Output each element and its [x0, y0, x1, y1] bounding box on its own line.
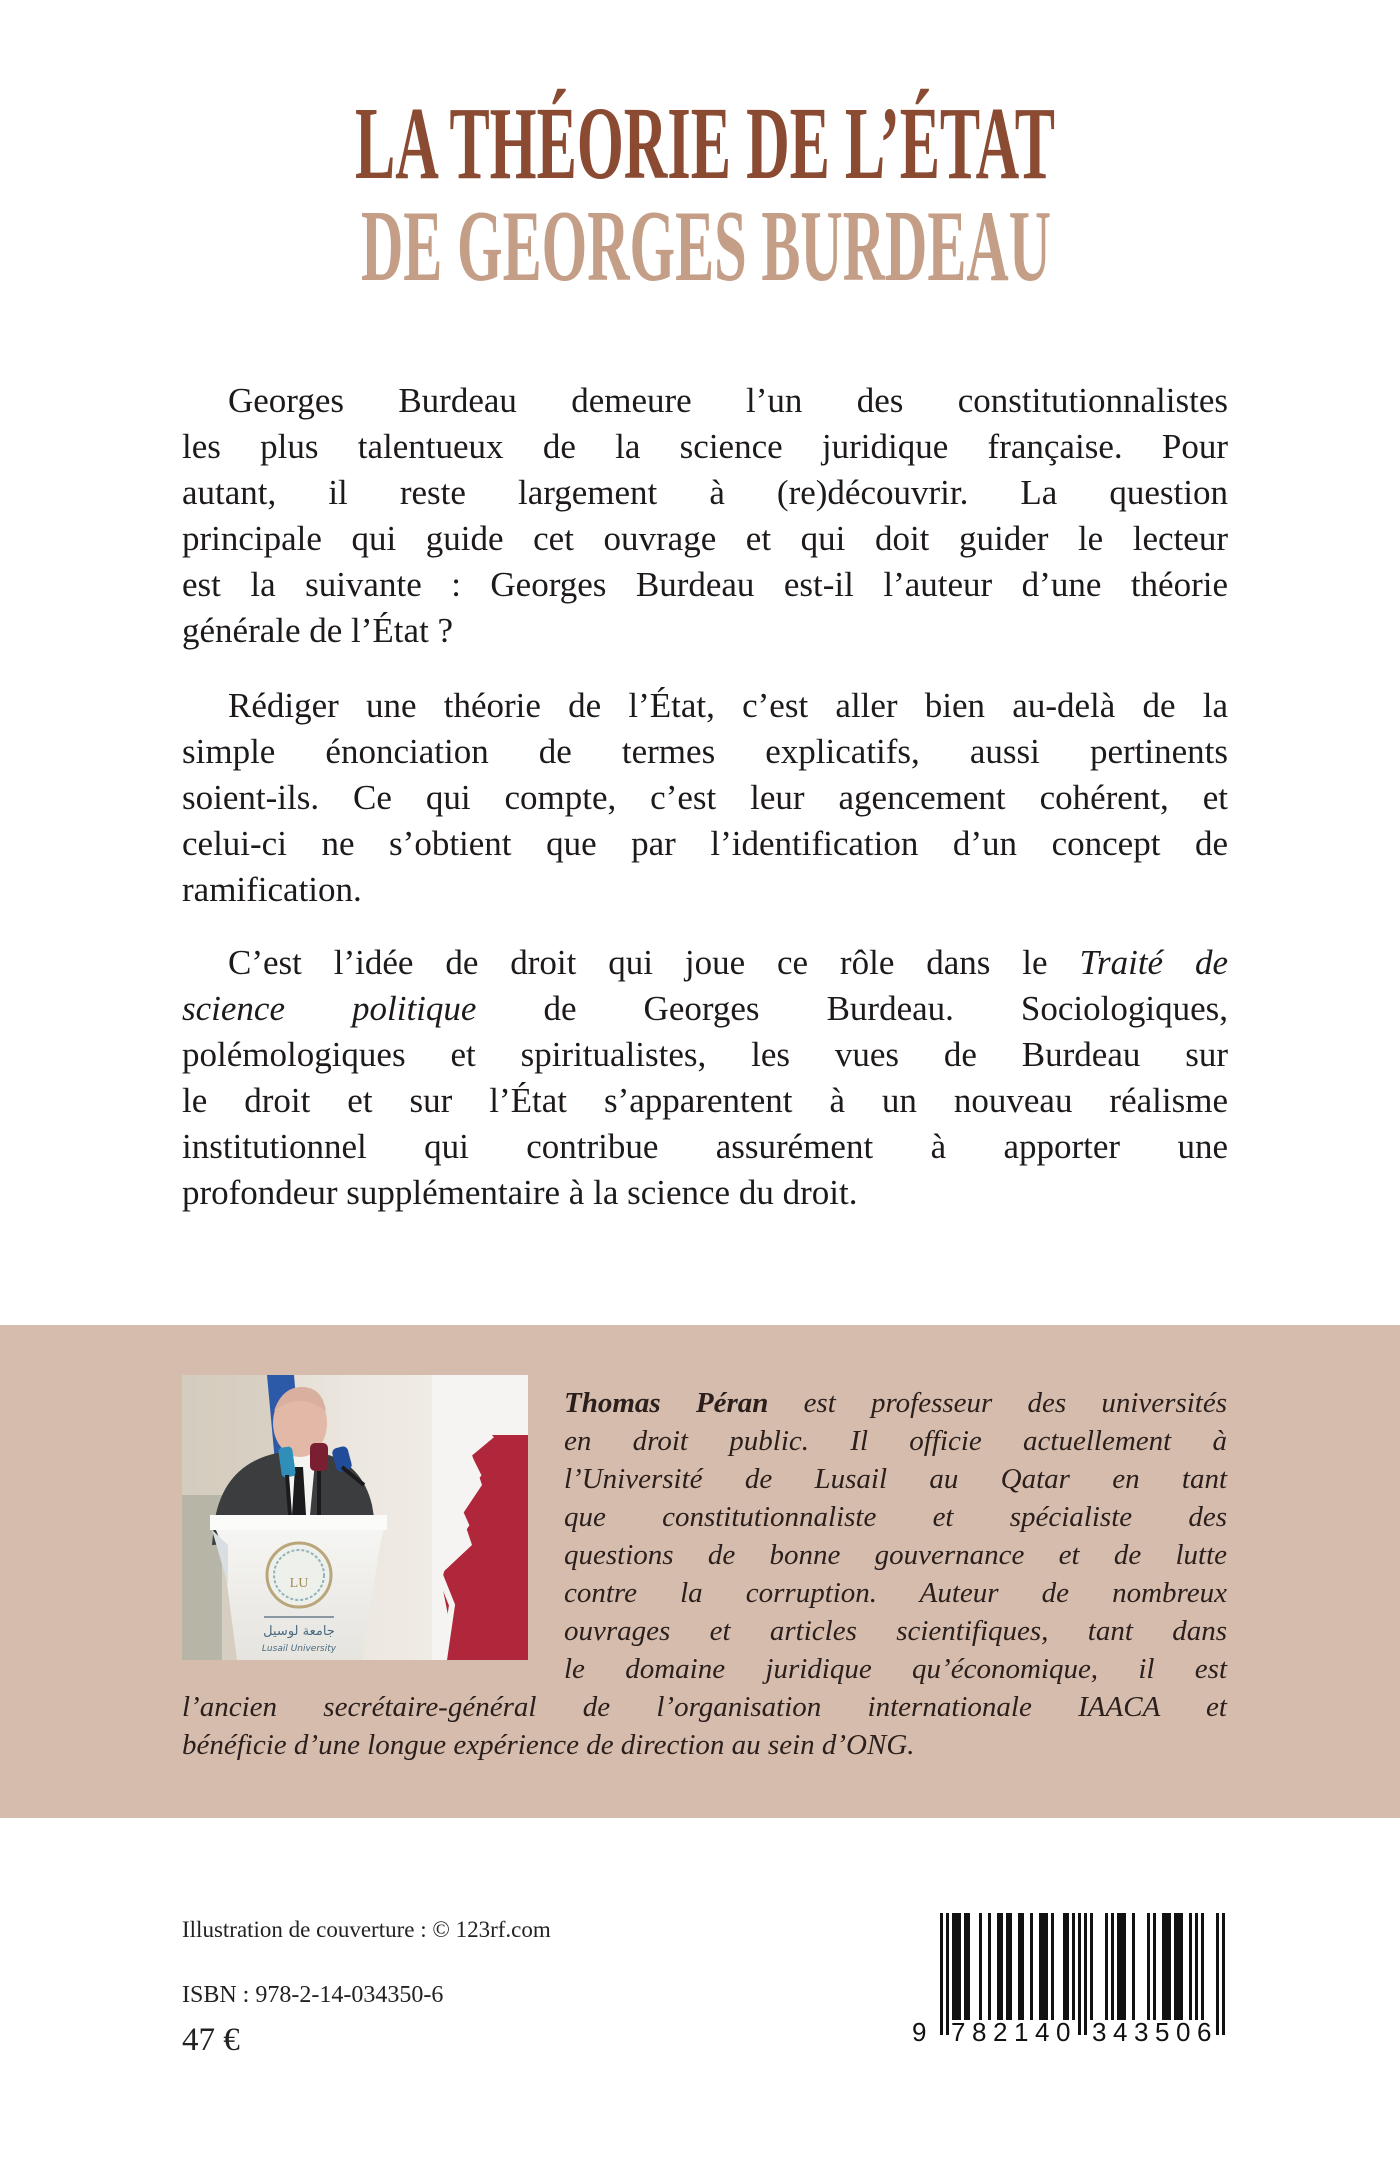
author-bio-line: contre la corruption. Auteur de nombreux	[564, 1577, 1227, 1609]
podium-latin-text: Lusail University	[261, 1644, 337, 1654]
book-title-line-2	[361, 190, 1051, 303]
barcode-bar	[1090, 1913, 1093, 2020]
author-bio-line	[564, 1384, 1227, 1422]
barcode-bar	[1000, 1913, 1003, 2020]
barcode-digit: 6	[1197, 2017, 1212, 2047]
barcode-bar	[1174, 1913, 1177, 2020]
barcode-bar	[967, 1913, 970, 2020]
barcode-bar	[1189, 1913, 1192, 2020]
barcode-digit: 1	[1014, 2017, 1029, 2047]
blurb-line: principale qui guide cet ouvrage et qui doit guider le lecteur	[182, 519, 1228, 558]
barcode-digit-lead: 9	[912, 2017, 927, 2047]
barcode-bar	[1105, 1913, 1108, 2020]
barcode-digit: 3	[1092, 2017, 1107, 2047]
book-title-text-1: LA THÉORIE DE L’ÉTAT	[355, 86, 1055, 201]
barcode-bar	[946, 1913, 949, 2035]
barcode-bar	[1084, 1913, 1087, 2035]
cited-work-title: science politique	[182, 989, 477, 1028]
barcode-bar	[1117, 1913, 1120, 2020]
author-bio-line: questions de bonne gouvernance et de lutte	[564, 1539, 1227, 1571]
author-bio-text: est professeur des universités	[803, 1387, 1227, 1419]
author-bio-line: l’Université de Lusail au Qatar en tant	[564, 1463, 1227, 1495]
author-bio-line: que constitutionnaliste et spécialiste des	[564, 1501, 1227, 1533]
barcode-bar	[955, 1913, 958, 2020]
barcode-bar	[1063, 1913, 1066, 2020]
barcode-bar	[1072, 1913, 1075, 2020]
barcode-bar	[1153, 1913, 1156, 2020]
barcode-bar	[1042, 1913, 1045, 2020]
barcode-bar	[1180, 1913, 1183, 2020]
barcode-bar	[1216, 1913, 1219, 2035]
barcode-bar	[1021, 1913, 1024, 2020]
barcode-digit: 4	[1113, 2017, 1128, 2047]
blurb-line: Rédiger une théorie de l’État, c’est aller bien au-delà de la	[228, 686, 1228, 725]
barcode-digit: 2	[993, 2017, 1008, 2047]
cover-illustration-credit: Illustration de couverture : © 123rf.com	[182, 1917, 551, 1942]
book-title-text-2: DE GEORGES BURDEAU	[361, 190, 1051, 303]
barcode-digit: 7	[951, 2017, 966, 2047]
barcode-bar	[1045, 1913, 1048, 2020]
blurb-line: ramification.	[182, 870, 362, 909]
barcode-bar	[1078, 1913, 1081, 2035]
barcode-graphic	[908, 1908, 1238, 2053]
barcode-bar	[979, 1913, 982, 2020]
barcode-bar	[1222, 1913, 1225, 2035]
barcode-digit: 3	[1134, 2017, 1149, 2047]
blurb-line: simple énonciation de termes explicatifs, aussi pertinents	[182, 732, 1228, 771]
barcode-bar	[1018, 1913, 1021, 2020]
blurb-line: autant, il reste largement à (re)découvrir. La question	[182, 473, 1228, 512]
isbn-number: ISBN : 978-2-14-034350-6	[182, 1982, 444, 2008]
blurb-text: C’est l’idée de droit qui joue ce rôle dans le	[228, 943, 1048, 982]
barcode-bar	[1123, 1913, 1126, 2020]
blurb-line: institutionnel qui contribue assurément à apporter une	[182, 1127, 1228, 1166]
author-bio-line: le domaine juridique qu’économique, il est	[564, 1653, 1227, 1685]
author-name: Thomas Péran	[564, 1387, 769, 1419]
blurb-line	[182, 986, 1228, 1032]
barcode-bar	[1066, 1913, 1069, 2020]
barcode-bar	[997, 1913, 1000, 2020]
barcode-digit: 0	[1176, 2017, 1191, 2047]
blurb-line: le droit et sur l’État s’apparentent à un nouveau réalisme	[182, 1081, 1228, 1120]
barcode-bar	[1030, 1913, 1033, 2020]
blurb-line: soient-ils. Ce qui compte, c’est leur agencement cohérent, et	[182, 778, 1228, 817]
barcode-bar	[1039, 1913, 1042, 2020]
book-title-line-1	[355, 86, 1055, 201]
price: 47 €	[182, 2022, 240, 2058]
author-photo	[182, 1375, 528, 1660]
cited-work-title: Traité de	[1079, 943, 1228, 982]
blurb-line: les plus talentueux de la science juridique française. Pour	[182, 427, 1228, 466]
barcode-bar	[1132, 1913, 1135, 2020]
blurb-text: de Georges Burdeau. Sociologiques,	[543, 989, 1228, 1028]
blurb-line: profondeur supplémentaire à la science du droit.	[182, 1173, 858, 1212]
podium-arabic-text: جامعة لوسيل	[263, 1624, 335, 1639]
author-bio-line: l’ancien secrétaire-général de l’organisation internationale IAACA et	[182, 1691, 1227, 1723]
barcode-digit: 0	[1056, 2017, 1071, 2047]
blurb-line	[228, 940, 1228, 986]
podium-logo-letters: LU	[289, 1576, 309, 1591]
barcode-digit: 8	[972, 2017, 987, 2047]
isbn-barcode	[908, 1908, 1238, 2053]
author-bio-line: ouvrages et articles scientifiques, tant dans	[564, 1615, 1227, 1647]
barcode-bar	[1051, 1913, 1054, 2020]
barcode-bar	[1162, 1913, 1165, 2020]
author-bio-line: en droit public. Il officie actuellement à	[564, 1425, 1227, 1457]
barcode-bar	[1168, 1913, 1171, 2020]
barcode-digit: 4	[1035, 2017, 1050, 2047]
barcode-bar	[1147, 1913, 1150, 2020]
blurb-line: est la suivante : Georges Burdeau est-il l’auteur d’une théorie	[182, 565, 1228, 604]
author-photo-illustration	[182, 1375, 528, 1660]
barcode-digit: 5	[1155, 2017, 1170, 2047]
barcode-bar	[1006, 1913, 1009, 2020]
barcode-bar	[1111, 1913, 1114, 2020]
barcode-bar	[1120, 1913, 1123, 2020]
barcode-bar	[964, 1913, 967, 2020]
barcode-bar	[1165, 1913, 1168, 2020]
blurb-line: polémologiques et spiritualistes, les vues de Burdeau sur	[182, 1035, 1228, 1074]
barcode-bar	[988, 1913, 991, 2020]
barcode-bar	[1201, 1913, 1204, 2020]
barcode-bar	[1177, 1913, 1180, 2020]
blurb-line: Georges Burdeau demeure l’un des constitutionnalistes	[228, 381, 1228, 420]
barcode-bar	[1195, 1913, 1198, 2020]
barcode-bar	[1009, 1913, 1012, 2020]
barcode-bar	[952, 1913, 955, 2020]
blurb-line: celui-ci ne s’obtient que par l’identification d’un concept de	[182, 824, 1228, 863]
blurb-line: générale de l’État ?	[182, 611, 454, 650]
barcode-bar	[958, 1913, 961, 2020]
author-bio-line: bénéficie d’une longue expérience de direction au sein d’ONG.	[182, 1729, 915, 1761]
barcode-bar	[940, 1913, 943, 2035]
